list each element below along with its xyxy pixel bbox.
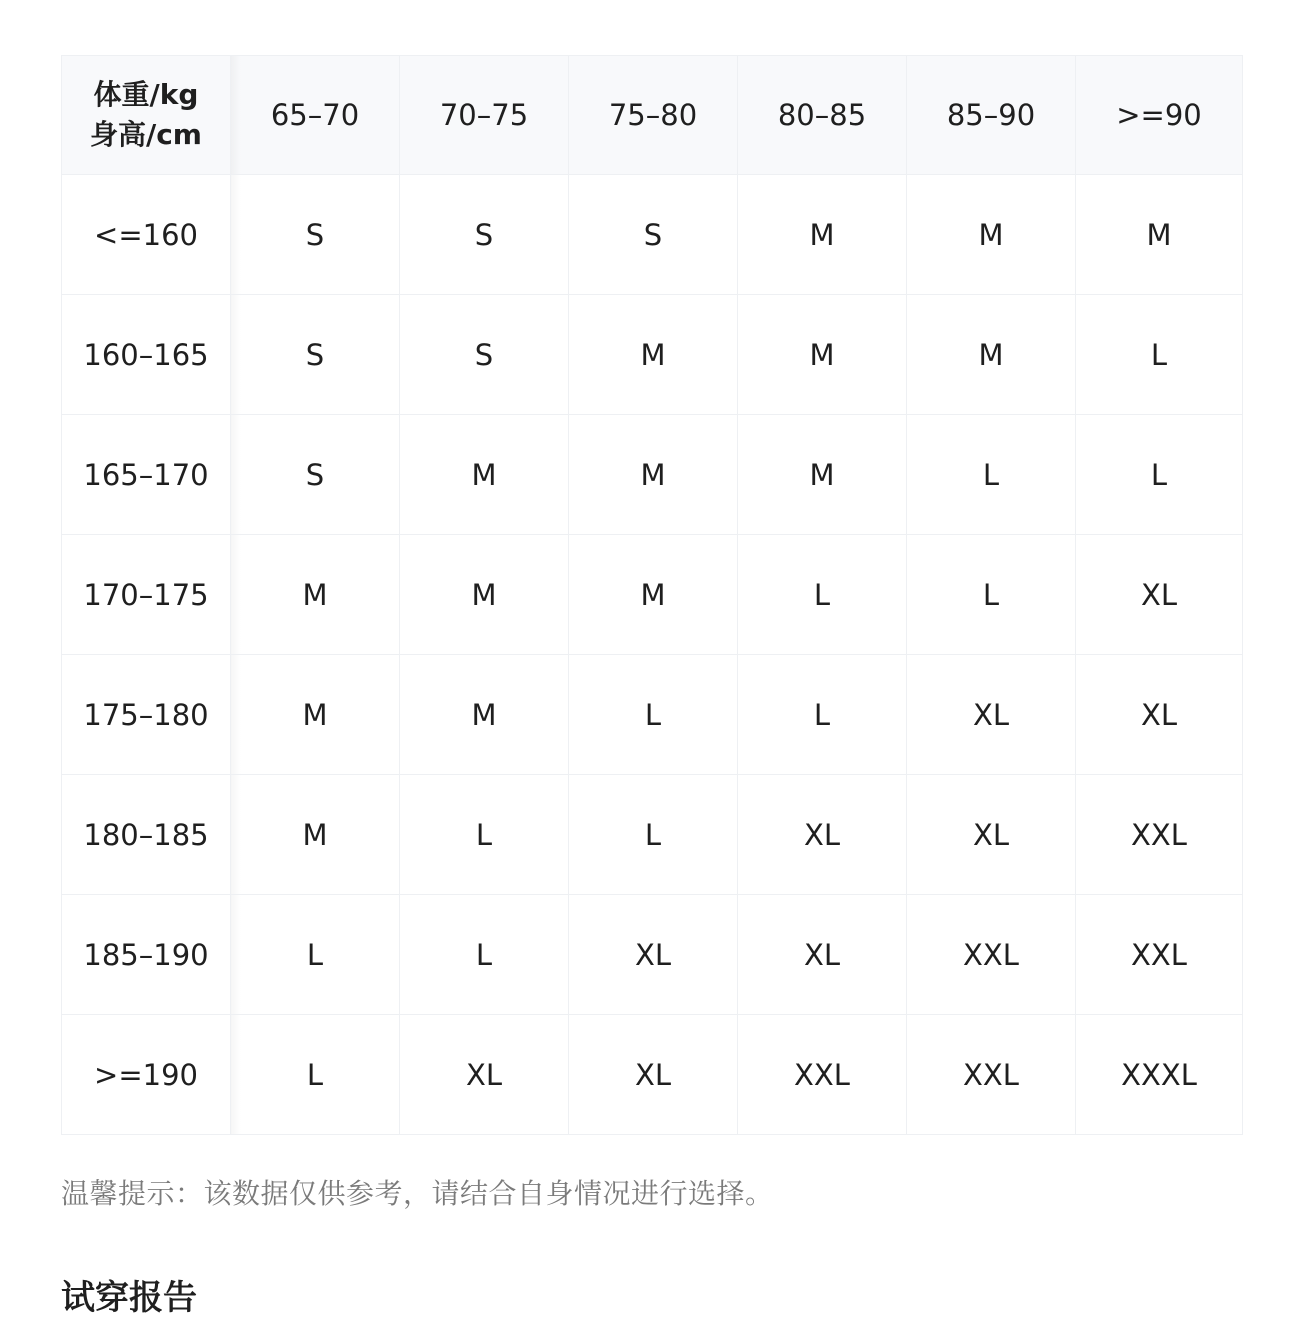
height-row-header: 170–175 xyxy=(62,535,231,655)
size-chart-table xyxy=(61,55,1243,1135)
size-cell: XXL xyxy=(1076,895,1243,1015)
weight-column-header: 80–85 xyxy=(738,56,907,175)
size-cell: XL xyxy=(907,655,1076,775)
size-cell: XL xyxy=(907,775,1076,895)
size-cell: XL xyxy=(400,1015,569,1135)
size-cell: M xyxy=(231,775,400,895)
height-unit-label: 身高/cm xyxy=(89,118,202,151)
size-cell: M xyxy=(400,655,569,775)
size-cell: M xyxy=(738,175,907,295)
table-row xyxy=(62,655,1243,775)
table-row xyxy=(62,1015,1243,1135)
size-cell: XXXL xyxy=(1076,1015,1243,1135)
height-row-header: 175–180 xyxy=(62,655,231,775)
size-cell: L xyxy=(1076,295,1243,415)
size-tip-text: 温馨提示：该数据仅供参考，请结合自身情况进行选择。 xyxy=(61,1177,774,1210)
size-cell: XXL xyxy=(738,1015,907,1135)
size-cell: S xyxy=(400,175,569,295)
size-cell: L xyxy=(569,655,738,775)
size-cell: L xyxy=(569,775,738,895)
size-cell: S xyxy=(231,295,400,415)
size-cell: M xyxy=(907,175,1076,295)
size-cell: L xyxy=(738,535,907,655)
size-cell: XXL xyxy=(907,1015,1076,1135)
size-cell: S xyxy=(231,175,400,295)
size-cell: M xyxy=(738,415,907,535)
size-cell: XXL xyxy=(1076,775,1243,895)
size-cell: M xyxy=(400,535,569,655)
table-row xyxy=(62,535,1243,655)
size-cell: M xyxy=(569,295,738,415)
size-cell: L xyxy=(907,415,1076,535)
height-row-header: 180–185 xyxy=(62,775,231,895)
corner-header-cell xyxy=(62,56,231,175)
size-cell: S xyxy=(400,295,569,415)
size-cell: L xyxy=(231,895,400,1015)
size-cell: XL xyxy=(569,1015,738,1135)
height-row-header: >=190 xyxy=(62,1015,231,1135)
section-heading: 试穿报告 xyxy=(61,1278,197,1318)
size-cell: L xyxy=(400,895,569,1015)
size-cell: XL xyxy=(1076,655,1243,775)
size-cell: L xyxy=(1076,415,1243,535)
size-cell: XXL xyxy=(907,895,1076,1015)
size-cell: M xyxy=(569,415,738,535)
size-cell: M xyxy=(231,535,400,655)
weight-column-header: 85–90 xyxy=(907,56,1076,175)
size-cell: M xyxy=(1076,175,1243,295)
table-row xyxy=(62,175,1243,295)
size-cell: XL xyxy=(738,775,907,895)
size-cell: M xyxy=(738,295,907,415)
height-row-header: 160–165 xyxy=(62,295,231,415)
size-cell: M xyxy=(231,655,400,775)
size-cell: S xyxy=(231,415,400,535)
height-row-header: 165–170 xyxy=(62,415,231,535)
size-cell: XL xyxy=(738,895,907,1015)
table-header-row xyxy=(62,56,1243,175)
weight-column-header: 75–80 xyxy=(569,56,738,175)
weight-column-header: 70–75 xyxy=(400,56,569,175)
size-cell: M xyxy=(569,535,738,655)
weight-unit-label: 体重/kg xyxy=(93,78,199,111)
height-row-header: <=160 xyxy=(62,175,231,295)
table-row xyxy=(62,775,1243,895)
height-row-header: 185–190 xyxy=(62,895,231,1015)
size-cell: L xyxy=(400,775,569,895)
size-cell: L xyxy=(907,535,1076,655)
size-cell: XL xyxy=(569,895,738,1015)
weight-column-header: 65–70 xyxy=(231,56,400,175)
size-cell: S xyxy=(569,175,738,295)
size-cell: L xyxy=(738,655,907,775)
table-row xyxy=(62,415,1243,535)
size-cell: L xyxy=(231,1015,400,1135)
size-cell: M xyxy=(400,415,569,535)
table-row xyxy=(62,895,1243,1015)
weight-column-header: >=90 xyxy=(1076,56,1243,175)
table-row xyxy=(62,295,1243,415)
size-cell: M xyxy=(907,295,1076,415)
size-cell: XL xyxy=(1076,535,1243,655)
